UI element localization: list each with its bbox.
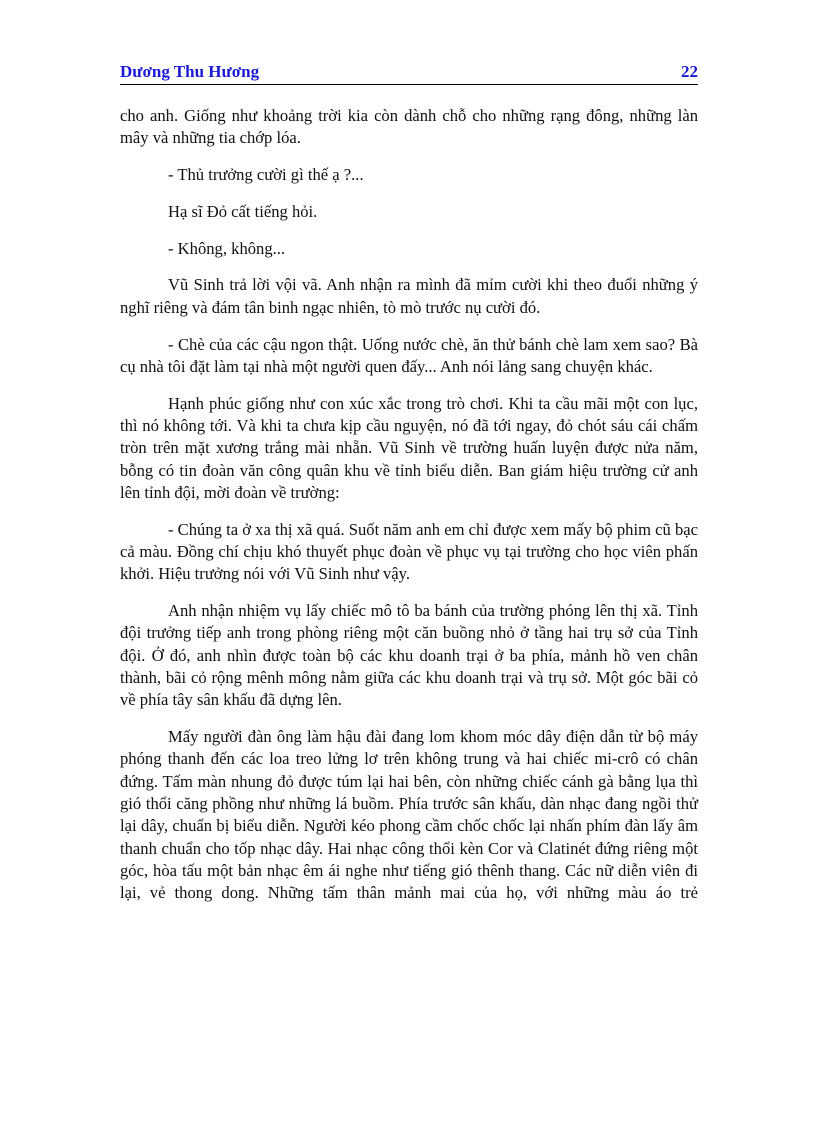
header-page-number: 22 xyxy=(681,62,698,81)
paragraph: - Chúng ta ở xa thị xã quá. Suốt năm anh em chỉ được xem mấy bộ phim cũ bạc cả màu. Đồng chí chịu khó thuyết phục đoàn về phục vụ tại trường cho học viên phấn khởi. Hiệu trưởng nói với Vũ Sinh như vậy. xyxy=(120,519,698,584)
header-author: Dương Thu Hương xyxy=(120,62,260,81)
paragraph: Anh nhận nhiệm vụ lấy chiếc mô tô ba bánh của trường phóng lên thị xã. Tỉnh đội trưởng tiếp anh trong phòng riêng một căn buồng nhỏ ở tầng hai trụ sở của Tỉnh đội. Ở đó, anh nhìn được toàn bộ các khu doanh trại ở ba phía, mảnh hồ ven chân thành, bãi cỏ rộng mênh mông nằm giữa các khu doanh trại và trụ sở. Một góc bãi cỏ về phía tây sân khấu đã dựng lên. xyxy=(120,601,698,710)
paragraph: Vũ Sinh trả lời vội vã. Anh nhận ra mình đã mỉm cười khi theo đuổi những ý nghĩ riêng và đám tân binh ngạc nhiên, tò mò trước nụ cười đó. xyxy=(120,275,698,317)
paragraph: Hạ sĩ Đỏ cất tiếng hỏi. xyxy=(168,201,318,221)
paragraph: - Không, không... xyxy=(168,238,286,258)
paragraph: - Thủ trưởng cười gì thế ạ ?... xyxy=(168,165,364,185)
paragraph: - Chè của các cậu ngon thật. Uống nước chè, ăn thử bánh chè lam xem sao? Bà cụ nhà tôi đặt làm tại nhà một người quen đấy... Anh nói lảng sang chuyện khác. xyxy=(120,334,698,376)
paragraph: cho anh. Giống như khoảng trời kia còn dành chỗ cho những rạng đông, những làn mây và những tia chớp lóa. xyxy=(120,106,698,148)
paragraph: Hạnh phúc giống như con xúc xắc trong trò chơi. Khi ta cầu mãi một con lục, thì nó không tới. Và khi ta chưa kịp cầu nguyện, nó đã tới ngay, đỏ chót sáu cái chấm tròn trên mặt xương trắng mài nhẵn. Vũ Sinh về trường huấn luyện được nửa năm, bỗng có tin đoàn văn công quân khu về tỉnh biểu diễn. Ban giám hiệu trường cử anh lên tỉnh đội, mời đoàn về trường: xyxy=(120,393,698,502)
page-header xyxy=(120,62,698,85)
paragraph: Mấy người đàn ông làm hậu đài đang lom khom móc dây điện dẫn từ bộ máy phóng thanh đến các loa treo lửng lơ trên không trung và hai chiếc mi-crô có chân đứng. Tấm màn nhung đỏ được túm lại hai bên, còn những chiếc cánh gà bằng lụa thì gió thổi căng phồng như những lá buồm. Phía trước sân khấu, dàn nhạc đang ngồi thử lại dây, chuẩn bị biểu diễn. Người kéo phong cầm chốc chốc lại nhấn phím đàn lấy âm thanh chuẩn cho tốp nhạc dây. Hai nhạc công thổi kèn Cor và Clatinét đứng riêng một góc, hòa tấu một bản nhạc êm ái nghe như tiếng gió thênh thang. Các nữ diễn viên đi lại, vẻ thong dong. Những tấm thân mảnh mai của họ, với những màu áo trẻ xyxy=(120,727,698,903)
body-text xyxy=(120,105,698,904)
